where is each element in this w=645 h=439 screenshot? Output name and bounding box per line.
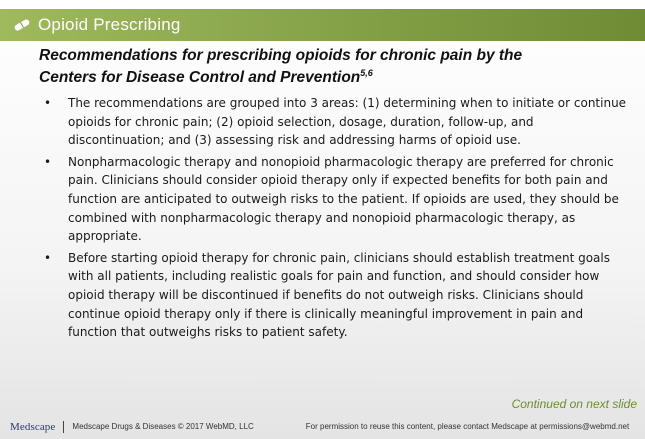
footer-permission: For permission to reuse this content, please contact Medscape at permissions@webmd.net bbox=[305, 422, 630, 431]
slide-heading bbox=[39, 45, 629, 89]
bullet-item bbox=[44, 94, 629, 150]
continued-note: Continued on next slide bbox=[511, 397, 637, 411]
bullet-dot-icon: • bbox=[44, 154, 52, 169]
bullet-text: Before starting opioid therapy for chronic pain, clinicians should establish treatment goals with all patients, including realistic goals for pain and function, and should consider how opioid therapy will be discontinued if benefits do not outweigh risks. Clinicians should continue opioid therapy only if there is clinically meaningful improvement in pain and function that outweighs risks to patient safety. bbox=[68, 250, 610, 340]
pill-icon bbox=[12, 16, 32, 34]
bullet-text: Nonpharmacologic therapy and nonopioid pharmacologic therapy are preferred for chronic pain. Clinicians should consider opioid therapy only if expected benefits for both pain and function are anticipated to outweigh risks to the patient. If opioids are used, they should be combined with nonpharmacologic therapy and nonopioid pharmacologic therapy, as appropriate. bbox=[68, 154, 619, 244]
footer-copyright: Medscape Drugs & Diseases © 2017 WebMD, LLC bbox=[72, 422, 254, 431]
bullet-item bbox=[44, 153, 629, 246]
footer-divider bbox=[63, 421, 64, 433]
heading-line-2: Centers for Disease Control and Prevention bbox=[39, 69, 361, 86]
medscape-logo: Medscape bbox=[10, 420, 56, 433]
bullet-dot-icon: • bbox=[44, 96, 52, 110]
bullet-dot-icon: • bbox=[44, 250, 52, 265]
heading-line-1: Recommendations for prescribing opioids for chronic pain by the bbox=[39, 47, 523, 64]
heading-references: 5,6 bbox=[360, 67, 373, 78]
bullet-item bbox=[44, 249, 629, 342]
header-title: Opioid Prescribing bbox=[38, 15, 181, 34]
bullet-list bbox=[44, 94, 629, 345]
header-bar bbox=[0, 9, 645, 41]
footer bbox=[0, 414, 645, 439]
bullet-text: The recommendations are grouped into 3 areas: (1) determining when to initiate or continue opioids for chronic pain; (2) opioid selection, dosage, duration, follow-up, and discontinuation; and (3) assessing risk and addressing harms of opioid use. bbox=[68, 96, 627, 148]
